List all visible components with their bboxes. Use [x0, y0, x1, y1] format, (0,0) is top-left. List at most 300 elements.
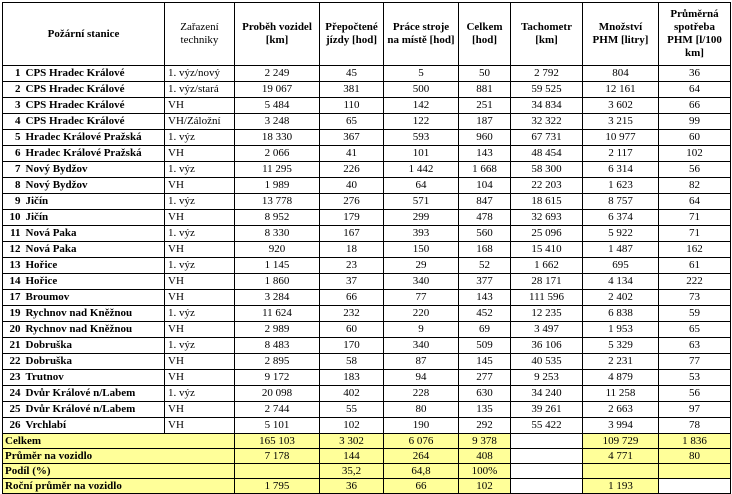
equipment-category: VH: [165, 290, 235, 306]
avg-cell: 99: [659, 114, 731, 130]
total-cell: 104: [459, 178, 511, 194]
recalc-cell: 55: [320, 402, 384, 418]
work-cell: 122: [384, 114, 459, 130]
tacho-cell: 25 096: [511, 226, 583, 242]
tacho-cell: 34 240: [511, 386, 583, 402]
station-name: Rychnov nad Kněžnou: [23, 306, 165, 322]
work-cell: 5: [384, 66, 459, 82]
summary-prace: 6 076: [384, 434, 459, 449]
tacho-cell: 59 525: [511, 82, 583, 98]
row-number: 8: [3, 178, 23, 194]
mileage-cell: 18 330: [235, 130, 320, 146]
recalc-cell: 183: [320, 370, 384, 386]
recalc-cell: 179: [320, 210, 384, 226]
total-cell: 135: [459, 402, 511, 418]
header-station: Požární stanice: [3, 3, 165, 66]
avg-cell: 59: [659, 306, 731, 322]
summary-phm: [583, 464, 659, 479]
station-name: Dobruška: [23, 354, 165, 370]
work-cell: 500: [384, 82, 459, 98]
avg-cell: 222: [659, 274, 731, 290]
header-fuel: Množství PHM [litry]: [583, 3, 659, 66]
row-number: 23: [3, 370, 23, 386]
row-number: 12: [3, 242, 23, 258]
avg-cell: 71: [659, 210, 731, 226]
work-cell: 80: [384, 402, 459, 418]
fuel-cell: 8 757: [583, 194, 659, 210]
avg-cell: 82: [659, 178, 731, 194]
fuel-cell: 5 329: [583, 338, 659, 354]
station-name: Rychnov nad Kněžnou: [23, 322, 165, 338]
equipment-category: 1. výz: [165, 162, 235, 178]
equipment-category: 1. výz: [165, 338, 235, 354]
summary-km: [235, 464, 320, 479]
mileage-cell: 5 101: [235, 418, 320, 434]
avg-cell: 64: [659, 194, 731, 210]
total-cell: 452: [459, 306, 511, 322]
table-row: [3, 98, 731, 114]
work-cell: 64: [384, 178, 459, 194]
tacho-cell: 3 497: [511, 322, 583, 338]
header-total: Celkem [hod]: [459, 3, 511, 66]
summary-celkem: 100%: [459, 464, 511, 479]
work-cell: 77: [384, 290, 459, 306]
avg-cell: 61: [659, 258, 731, 274]
row-number: 24: [3, 386, 23, 402]
work-cell: 94: [384, 370, 459, 386]
row-number: 2: [3, 82, 23, 98]
table-row: [3, 418, 731, 434]
row-number: 26: [3, 418, 23, 434]
work-cell: 1 442: [384, 162, 459, 178]
row-number: 17: [3, 290, 23, 306]
fuel-cell: 6 374: [583, 210, 659, 226]
table-row: [3, 130, 731, 146]
recalc-cell: 40: [320, 178, 384, 194]
total-cell: 1 668: [459, 162, 511, 178]
work-cell: 142: [384, 98, 459, 114]
tacho-cell: 55 422: [511, 418, 583, 434]
row-number: 14: [3, 274, 23, 290]
row-number: 25: [3, 402, 23, 418]
recalc-cell: 232: [320, 306, 384, 322]
fuel-cell: 2 231: [583, 354, 659, 370]
work-cell: 299: [384, 210, 459, 226]
table-row: [3, 66, 731, 82]
fuel-cell: 1 623: [583, 178, 659, 194]
avg-cell: 56: [659, 162, 731, 178]
summary-jizdy: 36: [320, 479, 384, 494]
mileage-cell: 2 989: [235, 322, 320, 338]
table-row: [3, 274, 731, 290]
summary-prace: 64,8: [384, 464, 459, 479]
header-work: Práce stroje na místě [hod]: [384, 3, 459, 66]
station-name: Dvůr Králové n/Labem: [23, 386, 165, 402]
total-cell: 560: [459, 226, 511, 242]
total-cell: 509: [459, 338, 511, 354]
mileage-cell: 11 295: [235, 162, 320, 178]
station-name: Hořice: [23, 274, 165, 290]
fuel-cell: 10 977: [583, 130, 659, 146]
recalc-cell: 381: [320, 82, 384, 98]
equipment-category: 1. výz: [165, 258, 235, 274]
mileage-cell: 11 624: [235, 306, 320, 322]
summary-tacho: [511, 464, 583, 479]
table-row: [3, 386, 731, 402]
tacho-cell: 22 203: [511, 178, 583, 194]
row-number: 3: [3, 98, 23, 114]
total-cell: 52: [459, 258, 511, 274]
work-cell: 9: [384, 322, 459, 338]
equipment-category: 1. výz: [165, 130, 235, 146]
total-cell: 143: [459, 146, 511, 162]
summary-jizdy: 144: [320, 449, 384, 464]
summary-label: Podíl (%): [3, 464, 235, 479]
equipment-category: VH: [165, 418, 235, 434]
summary-tacho: [511, 434, 583, 449]
total-cell: 478: [459, 210, 511, 226]
mileage-cell: 8 483: [235, 338, 320, 354]
row-number: 19: [3, 306, 23, 322]
summary-row-celkem: [3, 434, 731, 449]
station-name: Jičín: [23, 194, 165, 210]
station-name: CPS Hradec Králové: [23, 82, 165, 98]
table-row: [3, 402, 731, 418]
summary-phm: 4 771: [583, 449, 659, 464]
fuel-consumption-table: [2, 2, 731, 494]
mileage-cell: 3 284: [235, 290, 320, 306]
station-name: Hořice: [23, 258, 165, 274]
equipment-category: 1. výz: [165, 386, 235, 402]
fuel-cell: 3 602: [583, 98, 659, 114]
equipment-category: VH: [165, 274, 235, 290]
tacho-cell: 34 834: [511, 98, 583, 114]
mileage-cell: 1 989: [235, 178, 320, 194]
tacho-cell: 15 410: [511, 242, 583, 258]
tacho-cell: 40 535: [511, 354, 583, 370]
equipment-category: 1. výz: [165, 194, 235, 210]
total-cell: 168: [459, 242, 511, 258]
work-cell: 571: [384, 194, 459, 210]
summary-row-podil: [3, 464, 731, 479]
tacho-cell: 32 322: [511, 114, 583, 130]
fuel-cell: 4 134: [583, 274, 659, 290]
table-row: [3, 354, 731, 370]
summary-avg: 80: [659, 449, 731, 464]
avg-cell: 64: [659, 82, 731, 98]
avg-cell: 63: [659, 338, 731, 354]
station-name: Nový Bydžov: [23, 178, 165, 194]
row-number: 21: [3, 338, 23, 354]
station-name: Broumov: [23, 290, 165, 306]
mileage-cell: 9 172: [235, 370, 320, 386]
work-cell: 393: [384, 226, 459, 242]
avg-cell: 36: [659, 66, 731, 82]
recalc-cell: 402: [320, 386, 384, 402]
recalc-cell: 23: [320, 258, 384, 274]
tacho-cell: 67 731: [511, 130, 583, 146]
station-name: Trutnov: [23, 370, 165, 386]
summary-phm: 1 193: [583, 479, 659, 494]
tacho-cell: 36 106: [511, 338, 583, 354]
equipment-category: VH: [165, 370, 235, 386]
station-name: Jičín: [23, 210, 165, 226]
recalc-cell: 58: [320, 354, 384, 370]
summary-tacho: [511, 479, 583, 494]
recalc-cell: 110: [320, 98, 384, 114]
equipment-category: VH: [165, 354, 235, 370]
avg-cell: 77: [659, 354, 731, 370]
header-mileage: Proběh vozidel [km]: [235, 3, 320, 66]
fuel-cell: 2 663: [583, 402, 659, 418]
mileage-cell: 1 860: [235, 274, 320, 290]
mileage-cell: 19 067: [235, 82, 320, 98]
summary-km: 1 795: [235, 479, 320, 494]
total-cell: 960: [459, 130, 511, 146]
table-body: [3, 66, 731, 434]
equipment-category: VH: [165, 242, 235, 258]
mileage-cell: 2 066: [235, 146, 320, 162]
avg-cell: 78: [659, 418, 731, 434]
summary-body: [3, 434, 731, 494]
fuel-cell: 3 215: [583, 114, 659, 130]
total-cell: 251: [459, 98, 511, 114]
summary-celkem: 408: [459, 449, 511, 464]
fuel-cell: 1 487: [583, 242, 659, 258]
equipment-category: 1. výz/nový: [165, 66, 235, 82]
work-cell: 150: [384, 242, 459, 258]
avg-cell: 66: [659, 98, 731, 114]
fuel-cell: 5 922: [583, 226, 659, 242]
summary-label: Roční průměr na vozidlo: [3, 479, 235, 494]
fuel-cell: 3 994: [583, 418, 659, 434]
table-row: [3, 322, 731, 338]
table-row: [3, 258, 731, 274]
equipment-category: 1. výz/stará: [165, 82, 235, 98]
table-row: [3, 210, 731, 226]
recalc-cell: 37: [320, 274, 384, 290]
row-number: 5: [3, 130, 23, 146]
tacho-cell: 58 300: [511, 162, 583, 178]
fuel-cell: 695: [583, 258, 659, 274]
avg-cell: 53: [659, 370, 731, 386]
recalc-cell: 65: [320, 114, 384, 130]
table-row: [3, 242, 731, 258]
avg-cell: 162: [659, 242, 731, 258]
row-number: 22: [3, 354, 23, 370]
tacho-cell: 12 235: [511, 306, 583, 322]
work-cell: 228: [384, 386, 459, 402]
total-cell: 630: [459, 386, 511, 402]
row-number: 20: [3, 322, 23, 338]
recalc-cell: 367: [320, 130, 384, 146]
work-cell: 220: [384, 306, 459, 322]
mileage-cell: 920: [235, 242, 320, 258]
header-tacho: Tachometr [km]: [511, 3, 583, 66]
row-number: 10: [3, 210, 23, 226]
work-cell: 340: [384, 338, 459, 354]
recalc-cell: 102: [320, 418, 384, 434]
total-cell: 292: [459, 418, 511, 434]
station-name: Hradec Králové Pražská: [23, 130, 165, 146]
table-row: [3, 114, 731, 130]
total-cell: 881: [459, 82, 511, 98]
station-name: Nový Bydžov: [23, 162, 165, 178]
fuel-cell: 11 258: [583, 386, 659, 402]
row-number: 1: [3, 66, 23, 82]
work-cell: 87: [384, 354, 459, 370]
station-name: CPS Hradec Králové: [23, 114, 165, 130]
tacho-cell: 32 693: [511, 210, 583, 226]
station-name: Nová Paka: [23, 242, 165, 258]
mileage-cell: 2 249: [235, 66, 320, 82]
total-cell: 277: [459, 370, 511, 386]
mileage-cell: 8 952: [235, 210, 320, 226]
recalc-cell: 167: [320, 226, 384, 242]
recalc-cell: 41: [320, 146, 384, 162]
equipment-category: VH: [165, 146, 235, 162]
avg-cell: 60: [659, 130, 731, 146]
fuel-cell: 6 838: [583, 306, 659, 322]
summary-label: Průměr na vozidlo: [3, 449, 235, 464]
recalc-cell: 60: [320, 322, 384, 338]
summary-label: Celkem: [3, 434, 235, 449]
mileage-cell: 3 248: [235, 114, 320, 130]
total-cell: 143: [459, 290, 511, 306]
table-row: [3, 226, 731, 242]
summary-celkem: 9 378: [459, 434, 511, 449]
table-row: [3, 162, 731, 178]
total-cell: 187: [459, 114, 511, 130]
header-recalc: Přepočtené jízdy [hod]: [320, 3, 384, 66]
row-number: 13: [3, 258, 23, 274]
table-row: [3, 338, 731, 354]
equipment-category: VH: [165, 98, 235, 114]
row-number: 9: [3, 194, 23, 210]
work-cell: 340: [384, 274, 459, 290]
row-number: 7: [3, 162, 23, 178]
total-cell: 377: [459, 274, 511, 290]
summary-avg: 1 836: [659, 434, 731, 449]
fuel-cell: 4 879: [583, 370, 659, 386]
equipment-category: VH: [165, 322, 235, 338]
summary-jizdy: 35,2: [320, 464, 384, 479]
recalc-cell: 45: [320, 66, 384, 82]
total-cell: 145: [459, 354, 511, 370]
table-row: [3, 370, 731, 386]
table-row: [3, 82, 731, 98]
station-name: Dobruška: [23, 338, 165, 354]
tacho-cell: 28 171: [511, 274, 583, 290]
fuel-cell: 12 161: [583, 82, 659, 98]
table-row: [3, 178, 731, 194]
station-name: CPS Hradec Králové: [23, 66, 165, 82]
summary-row-prumer: [3, 449, 731, 464]
total-cell: 69: [459, 322, 511, 338]
summary-phm: 109 729: [583, 434, 659, 449]
equipment-category: 1. výz: [165, 226, 235, 242]
fuel-cell: 1 953: [583, 322, 659, 338]
summary-avg: [659, 479, 731, 494]
equipment-category: VH: [165, 402, 235, 418]
tacho-cell: 39 261: [511, 402, 583, 418]
avg-cell: 65: [659, 322, 731, 338]
station-name: Nová Paka: [23, 226, 165, 242]
mileage-cell: 2 895: [235, 354, 320, 370]
summary-km: 165 103: [235, 434, 320, 449]
summary-avg: [659, 464, 731, 479]
summary-row-rocni: [3, 479, 731, 494]
total-cell: 50: [459, 66, 511, 82]
header-category: Zařazení techniky: [165, 3, 235, 66]
fuel-cell: 6 314: [583, 162, 659, 178]
tacho-cell: 2 792: [511, 66, 583, 82]
row-number: 4: [3, 114, 23, 130]
mileage-cell: 1 145: [235, 258, 320, 274]
avg-cell: 73: [659, 290, 731, 306]
total-cell: 847: [459, 194, 511, 210]
work-cell: 29: [384, 258, 459, 274]
table-row: [3, 194, 731, 210]
table-row: [3, 290, 731, 306]
row-number: 6: [3, 146, 23, 162]
work-cell: 593: [384, 130, 459, 146]
station-name: CPS Hradec Králové: [23, 98, 165, 114]
tacho-cell: 9 253: [511, 370, 583, 386]
recalc-cell: 226: [320, 162, 384, 178]
tacho-cell: 1 662: [511, 258, 583, 274]
summary-km: 7 178: [235, 449, 320, 464]
fuel-cell: 2 402: [583, 290, 659, 306]
equipment-category: 1. výz: [165, 306, 235, 322]
fuel-cell: 804: [583, 66, 659, 82]
avg-cell: 56: [659, 386, 731, 402]
work-cell: 190: [384, 418, 459, 434]
work-cell: 101: [384, 146, 459, 162]
avg-cell: 71: [659, 226, 731, 242]
mileage-cell: 2 744: [235, 402, 320, 418]
header-row: [3, 3, 731, 66]
recalc-cell: 170: [320, 338, 384, 354]
recalc-cell: 66: [320, 290, 384, 306]
fuel-cell: 2 117: [583, 146, 659, 162]
equipment-category: VH/Záložní: [165, 114, 235, 130]
mileage-cell: 13 778: [235, 194, 320, 210]
tacho-cell: 18 615: [511, 194, 583, 210]
recalc-cell: 276: [320, 194, 384, 210]
tacho-cell: 111 596: [511, 290, 583, 306]
avg-cell: 97: [659, 402, 731, 418]
avg-cell: 102: [659, 146, 731, 162]
table-row: [3, 306, 731, 322]
recalc-cell: 18: [320, 242, 384, 258]
station-name: Dvůr Králové n/Labem: [23, 402, 165, 418]
summary-tacho: [511, 449, 583, 464]
summary-prace: 264: [384, 449, 459, 464]
station-name: Vrchlabí: [23, 418, 165, 434]
station-name: Hradec Králové Pražská: [23, 146, 165, 162]
row-number: 11: [3, 226, 23, 242]
mileage-cell: 20 098: [235, 386, 320, 402]
summary-jizdy: 3 302: [320, 434, 384, 449]
header-avg: Průměrná spotřeba PHM [l/100 km]: [659, 3, 731, 66]
equipment-category: VH: [165, 210, 235, 226]
equipment-category: VH: [165, 178, 235, 194]
mileage-cell: 8 330: [235, 226, 320, 242]
summary-celkem: 102: [459, 479, 511, 494]
table-row: [3, 146, 731, 162]
mileage-cell: 5 484: [235, 98, 320, 114]
